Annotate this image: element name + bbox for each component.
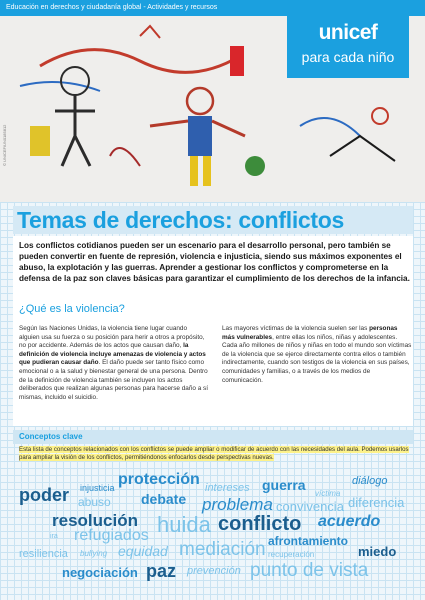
word-afrontamiento: afrontamiento — [268, 534, 349, 548]
concepts-note-text: Esta lista de conceptos relacionados con los conflictos se puede ampliar o modificar de acuerdo con las necesidades del aula. Podemos usarlos para ampliar la visión de los conflictos, permitiéndonos enfocarlos desde perspectivas nuevas. — [19, 446, 409, 461]
word-equidad: equidad — [118, 543, 168, 559]
word-miedo: miedo — [358, 544, 397, 559]
word-diferencia: diferencia — [348, 495, 405, 510]
word-resolucion: resolución — [52, 511, 138, 530]
word-convivencia: convivencia — [276, 499, 344, 514]
word-recuperacion: recuperación — [268, 550, 315, 559]
page-title: Temas de derechos: conflictos — [17, 207, 345, 233]
photo-credit: © UNICEF/UN0185812 — [2, 124, 7, 166]
section-heading: ¿Qué es la violencia? — [19, 303, 125, 315]
intro-paragraph: Los conflictos cotidianos pueden ser un escenario para el desarrollo personal, pero también se pueden convertir en fuente de represión, violencia e injusticia, siendo sus máximos exponentes el abuso, la explotación y las guerras. Aprender a gestionar los conflictos y comprometerse en la defensa de la paz son claves básicas para garantizar el cumplimiento de los derechos de la infancia. — [19, 241, 410, 283]
word-prevencion: prevención — [187, 565, 241, 577]
word-abuso: abuso — [78, 495, 111, 509]
word-guerra: guerra — [262, 477, 306, 493]
word-injusticia: injusticia — [80, 483, 115, 493]
word-paz: paz — [146, 561, 177, 581]
concepts-heading: Conceptos clave — [19, 432, 83, 441]
unicef-tagline: para cada niño — [301, 49, 395, 65]
word-refugiados: refugiados — [74, 527, 149, 544]
left-column-bold: la definición de violencia incluye amenazas de violencia y actos que pudieran causar daño — [19, 342, 206, 367]
word-intereses: intereses — [205, 482, 250, 494]
unicef-logo: unicef — [318, 21, 378, 44]
word-punto-de-vista: punto de vista — [250, 560, 369, 581]
word-debate: debate — [141, 491, 187, 507]
word-dialogo: diálogo — [352, 475, 388, 487]
header-strip-text: Educación en derechos y ciudadanía global - Actividades y recursos — [6, 4, 218, 11]
word-bullying: bullying — [80, 549, 108, 558]
left-column-text-end: . El daño puede ser tanto físico como emocional o a la salud y bienestar general de una persona. Dentro de la definición de violencia también se incluyen los actos deliberados que realizan algunas personas para hacerse daño a sí mismas, incluido el suicidio. — [19, 359, 209, 401]
word-ira: ira — [50, 533, 58, 540]
word-poder: poder — [19, 485, 70, 505]
right-column-text-end: , entre ellas los niños, niñas y adolescentes. Cada año millones de niños y niñas en todo el mundo son víctimas de la violencia que se ejerce directamente contra ellos o también indirectamente, cuando son testigos de la violencia en sus países, comunidades y familias, o a través de los medios de comunicación. — [222, 333, 412, 384]
word-conflicto: conflicto — [218, 513, 302, 535]
right-column-text: Las mayores víctimas de la violencia suelen ser las — [222, 325, 370, 332]
word-huida: huida — [157, 512, 211, 537]
word-mediacion: mediación — [179, 539, 266, 560]
word-resiliencia: resiliencia — [19, 548, 68, 560]
right-column-bold: personas más vulnerables — [222, 325, 398, 341]
word-acuerdo: acuerdo — [318, 513, 381, 530]
word-negociacion: negociación — [62, 565, 138, 580]
left-column-text: Según las Naciones Unidas, la violencia tiene lugar cuando alguien usa su fuerza o su posición para herir a otros a propósito, no por accidente. Además de los actos que causan daño, — [19, 325, 205, 350]
word-problema: problema — [202, 495, 273, 514]
word-proteccion: protección — [118, 471, 200, 488]
word-victima: víctima — [315, 489, 341, 498]
